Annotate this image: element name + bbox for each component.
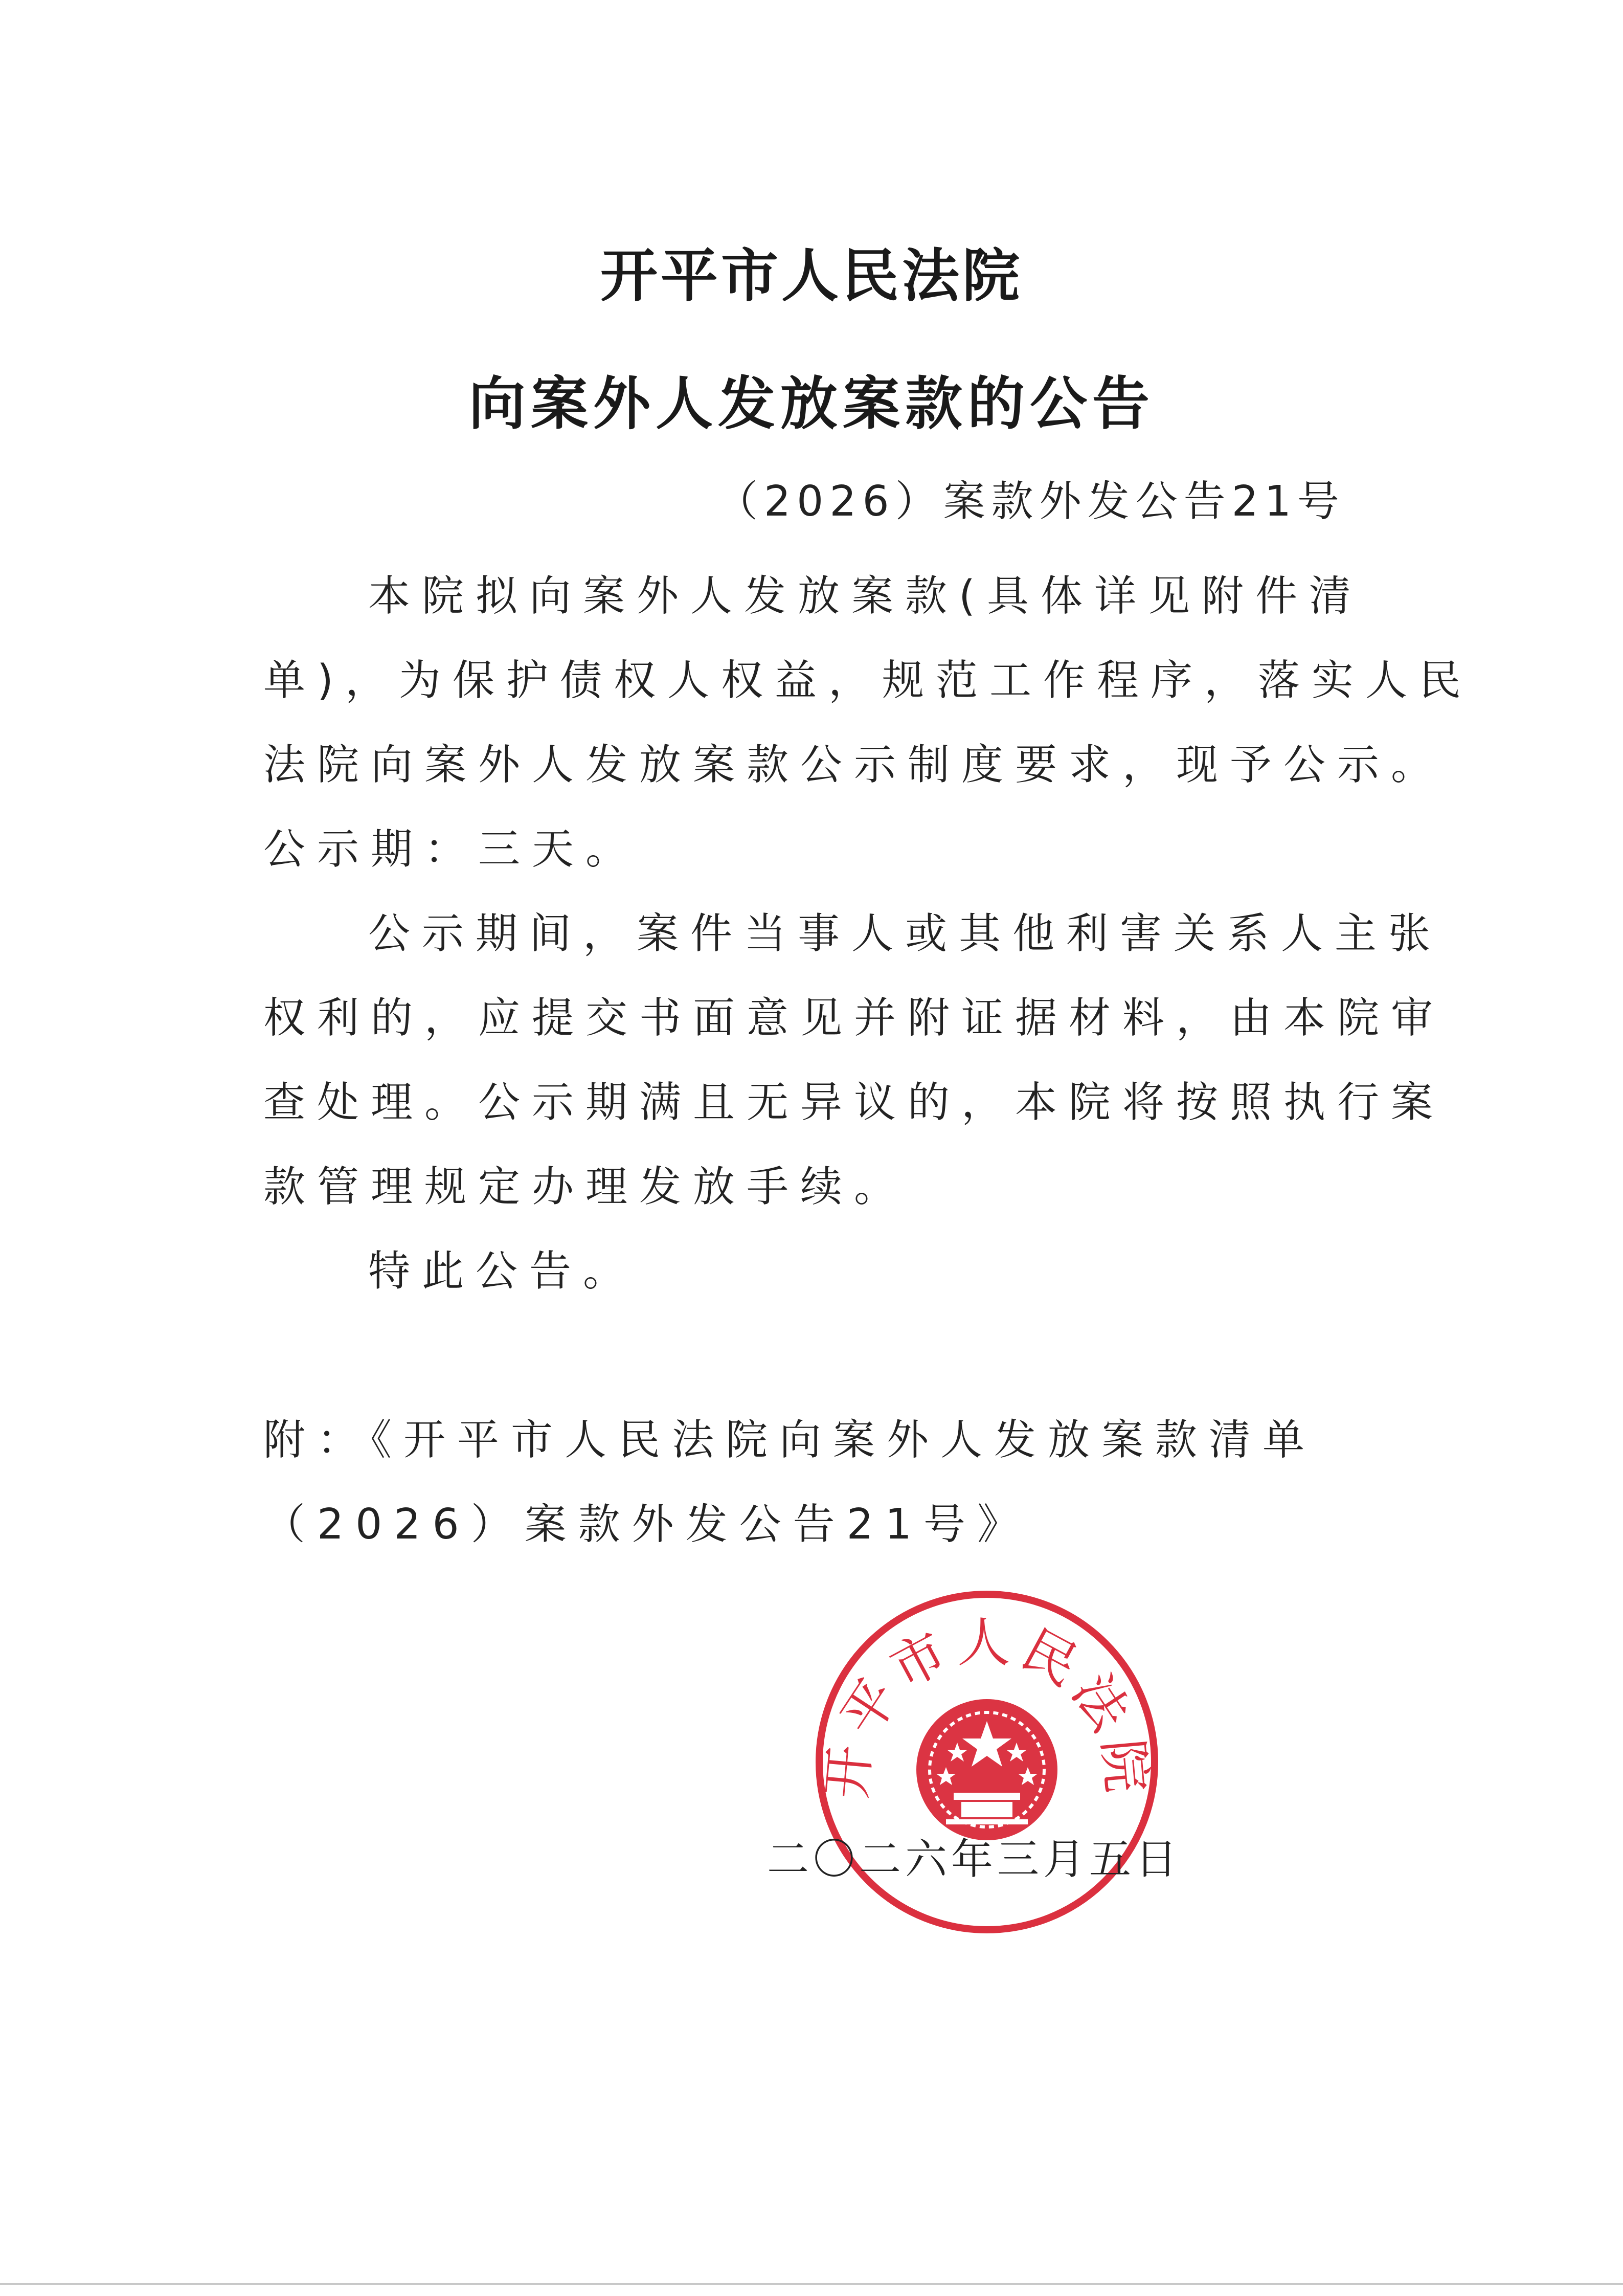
body-paragraph-line: 公示期间，案件当事人或其他利害关系人主张: [368, 909, 1442, 958]
body-paragraph-line: 款管理规定办理发放手续。: [263, 1163, 908, 1211]
body-paragraph-line: 公示期：三天。: [263, 825, 640, 874]
court-seal-icon: [808, 1583, 1166, 1941]
body-paragraph-line: 法院向案外人发放案款公示制度要求，现予公示。: [263, 741, 1445, 789]
attachment-line: （2026）案款外发公告21号》: [263, 1500, 1031, 1549]
body-paragraph-line: 单)，为保护债权人权益，规范工作程序，落实人民: [263, 656, 1473, 705]
body-paragraph-line: 权利的，应提交书面意见并附证据材料，由本院审: [263, 994, 1445, 1042]
document-title-notice: 向案外人发放案款的公告: [468, 371, 1155, 437]
body-paragraph-line: 本院拟向案外人发放案款(具体详见附件清: [368, 572, 1363, 620]
closing-statement: 特此公告。: [368, 1247, 637, 1296]
national-emblem-icon: [916, 1699, 1057, 1840]
body-paragraph-line: 查处理。公示期满且无异议的，本院将按照执行案: [263, 1078, 1445, 1127]
document-title-court: 开平市人民法院: [600, 243, 1023, 309]
seal-text: 开平市人民法院: [815, 1611, 1159, 1801]
document-number: （2026）案款外发公告21号: [716, 477, 1346, 526]
signature-date: 二〇二六年三月五日: [767, 1835, 1182, 1884]
attachment-line: 附：《开平市人民法院向案外人发放案款清单: [263, 1416, 1317, 1464]
page-bottom-edge: [0, 2283, 1623, 2285]
